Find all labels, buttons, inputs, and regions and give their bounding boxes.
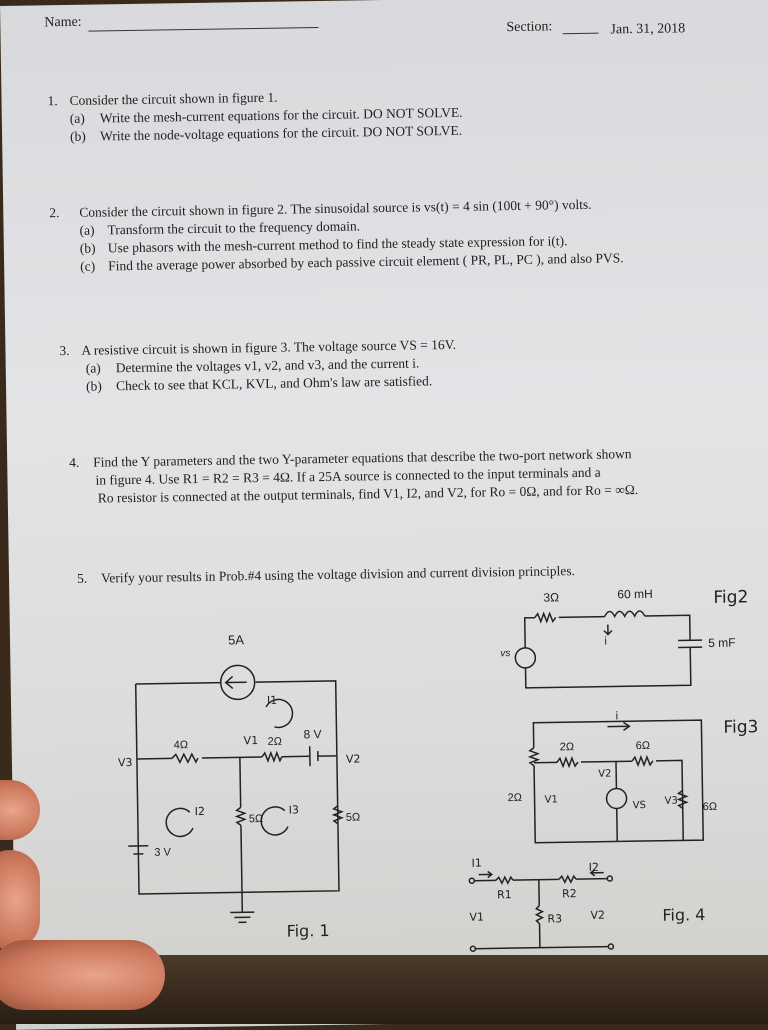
- fig1-r1-label: 4Ω: [173, 739, 189, 752]
- index-finger: [0, 940, 165, 1010]
- q1a-text: Write the mesh-current equations for the circuit. DO NOT SOLVE.: [99, 104, 463, 126]
- q1b-label: (b): [69, 128, 86, 144]
- fig3-rtop1-label: 2Ω: [559, 741, 575, 754]
- q2c-text: Find the average power absorbed by each passive circuit element ( PR, PL, PC ), and also PVS.: [108, 250, 624, 274]
- q1-text: Consider the circuit shown in figure 1.: [69, 89, 278, 108]
- fig3-v3-label: V3: [664, 795, 678, 807]
- q5-text: Verify your results in Prob.#4 using the voltage division and current division principles.: [100, 563, 576, 586]
- fig4-i1-label: I1: [471, 856, 482, 870]
- q2b-label: (b): [79, 240, 96, 256]
- fig3-vs-label: VS: [632, 799, 646, 812]
- q4-number: 4.: [69, 454, 80, 471]
- fig4-r2-label: R2: [561, 887, 577, 901]
- fig1-node-v3: V3: [117, 756, 133, 770]
- fig3-i-label: i: [615, 709, 619, 723]
- figure-3-circuit: [529, 720, 703, 843]
- fig2-src-label: vs: [500, 648, 511, 660]
- fig3-rright-label: 6Ω: [702, 800, 718, 814]
- fig1-node-v2: V2: [345, 752, 361, 766]
- fig1-r2-label: 2Ω: [267, 735, 283, 748]
- fig3-rleft-label: 2Ω: [507, 791, 522, 805]
- q1a-label: (a): [69, 110, 85, 126]
- fig1-vbat-label: 3 V: [154, 846, 171, 859]
- q3-text: A resistive circuit is shown in figure 3. The voltage source VS = 16V.: [81, 336, 457, 358]
- q4-line2: in figure 4. Use R1 = R2 = R3 = 4Ω. If a 25A source is connected to the input terminals and a: [95, 464, 601, 488]
- q2-text: Consider the circuit shown in figure 2. The sinusoidal source is vs(t) = 4 sin (100t + 90°) volts.: [79, 196, 592, 220]
- fig1-caption: Fig. 1: [286, 920, 330, 941]
- fig1-i1: I1: [266, 693, 278, 707]
- q1-number: 1.: [47, 93, 58, 109]
- hand-palm: [0, 850, 40, 950]
- date: Jan. 31, 2018: [610, 21, 686, 38]
- fig1-r3-label: 5Ω: [248, 812, 264, 826]
- q2b-text: Use phasors with the mesh-current method to find the steady state expression for i(t).: [107, 233, 568, 256]
- q2a-text: Transform the circuit to the frequency domain.: [107, 218, 361, 238]
- fig4-i2-label: I2: [588, 860, 600, 874]
- q5-number: 5.: [76, 570, 88, 586]
- section-label: Section:: [506, 19, 553, 36]
- fig1-i3: I3: [288, 803, 300, 817]
- name-line: [88, 27, 318, 32]
- fig3-caption: Fig3: [723, 717, 759, 738]
- q3a-label: (a): [85, 360, 101, 376]
- fig2-c-label: 5 mF: [708, 635, 736, 650]
- fig1-i2: I2: [194, 804, 206, 819]
- fig2-i-label: i: [603, 634, 608, 648]
- fig4-r1-label: R1: [496, 888, 512, 902]
- fig4-v1-label: V1: [469, 910, 485, 924]
- fig1-r4-label: 5Ω: [345, 811, 361, 824]
- q1b-text: Write the node-voltage equations for the circuit. DO NOT SOLVE.: [99, 122, 463, 144]
- fig2-caption: Fig2: [713, 587, 749, 608]
- q2a-label: (a): [79, 222, 95, 238]
- section-line: [563, 33, 599, 35]
- q3a-text: Determine the voltages v1, v2, and v3, and the current i.: [115, 355, 420, 376]
- figure-1-circuit: [125, 664, 343, 924]
- q4-line3: Ro resistor is connected at the output terminals, find V1, I2, and V2, for Ro = 0Ω, and for Ro = ∞Ω.: [97, 482, 639, 506]
- fig1-source-label: 5A: [227, 632, 245, 648]
- fig1-node-v1: V1: [243, 734, 259, 748]
- fig4-caption: Fig. 4: [662, 905, 706, 925]
- q3-number: 3.: [59, 342, 70, 359]
- fig4-r3-label: R3: [547, 912, 563, 926]
- fig4-v2-label: V2: [590, 908, 606, 922]
- name-label: Name:: [44, 14, 82, 31]
- fig3-rtop2-label: 6Ω: [635, 739, 651, 753]
- fig1-vsrc-label: 8 V: [303, 727, 322, 742]
- q2-number: 2.: [49, 205, 60, 221]
- q3b-label: (b): [85, 378, 102, 394]
- fig3-v2-label: V2: [598, 768, 612, 780]
- q3b-text: Check to see that KCL, KVL, and Ohm's law are satisfied.: [115, 373, 433, 394]
- q2c-label: (c): [80, 258, 96, 274]
- fig2-l-label: 60 mH: [617, 586, 653, 602]
- fig3-v1-label: V1: [544, 794, 558, 806]
- figures-area: [9, 574, 768, 986]
- fig2-r-label: 3Ω: [543, 590, 560, 605]
- q4-text: Find the Y parameters and the two Y-parameter equations that describe the two-port network shown: [93, 446, 632, 470]
- figure-2-circuit: [515, 610, 703, 688]
